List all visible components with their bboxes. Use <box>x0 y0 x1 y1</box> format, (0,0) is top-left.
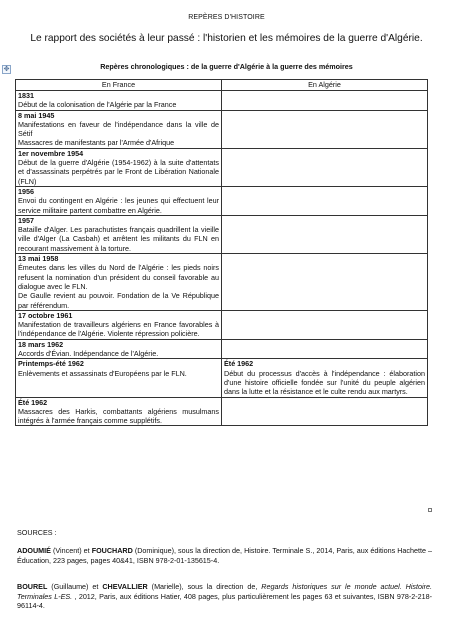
sources-heading: SOURCES : <box>17 528 57 537</box>
table-row <box>16 110 428 148</box>
cell-france <box>16 148 222 186</box>
source-text: (Dominique), sous la direction de, Histoire. Terminale S., 2014, Paris, aux éditions Hachette – Éducation, 223 pages, pages 40&41, ISBN 978-2-01-135615-4. <box>17 546 432 565</box>
cell-france <box>16 186 222 215</box>
event-description: Début du processus d'accès à l'indépendance : élaboration d'une histoire officielle fondée sur l'unité du peuple algérien dans la lutte et la résistance et le culte rendu aux martyrs. <box>224 368 425 397</box>
event-date: 1957 <box>18 215 34 225</box>
source-author: ADOUMIÉ <box>17 546 51 555</box>
cell-algerie <box>222 359 428 397</box>
cell-france <box>16 215 222 253</box>
event-description: De Gaulle revient au pouvoir. Fondation de la Ve République par référendum. <box>18 291 219 310</box>
event-description: Début de la guerre d'Algérie (1954-1962) à la suite d'attentats et d'assassinats perpétrés par le Front de Libération Nationale (FLN) <box>18 158 219 186</box>
source-item <box>17 546 432 565</box>
event-date: 8 mai 1945 <box>18 110 55 120</box>
chronology-body <box>16 91 428 426</box>
source-text: (Guillaume) et <box>47 582 103 591</box>
source-text: (Marielle), sous la direction de, <box>147 582 262 591</box>
event-description: Bataille d'Alger. Les parachutistes français quadrillent la vieille ville d'Alger (La Casbah) et arrêtent les militants du FLN en recourant massivement à la torture. <box>18 225 219 253</box>
table-title: Repères chronologiques : de la guerre d'Algérie à la guerre des mémoires <box>100 62 353 71</box>
column-header-france: En France <box>16 80 222 91</box>
table-row <box>16 148 428 186</box>
source-item <box>17 582 432 611</box>
event-description: Émeutes dans les villes du Nord de l'Algérie : les pieds noirs refusent la nomination d'un président du conseil favorable au dialogue avec le FLN. <box>18 263 219 291</box>
table-row <box>16 91 428 111</box>
document-title: Le rapport des sociétés à leur passé : l'historien et les mémoires de la guerre d'Algérie. <box>30 33 423 44</box>
cell-france <box>16 110 222 148</box>
event-date: Été 1962 <box>224 359 254 369</box>
cell-algerie <box>222 110 428 148</box>
event-date: 18 mars 1962 <box>18 339 64 349</box>
source-author: CHEVALLIER <box>102 582 148 591</box>
table-row <box>16 397 428 426</box>
event-date: 13 mai 1958 <box>18 254 59 264</box>
source-text: (Vincent) et <box>50 546 92 555</box>
event-description: Massacres de manifestants par l'Armée d'Afrique <box>18 138 175 148</box>
table-row <box>16 254 428 311</box>
event-description: Enlèvements et assassinats d'Européens par le FLN. <box>18 368 187 378</box>
cell-france <box>16 254 222 311</box>
source-title: Regards historiques sur le monde actuel. Histoire. Terminales L-ES. <box>17 582 432 601</box>
chronology-table <box>15 79 428 426</box>
event-date: 17 octobre 1961 <box>18 310 73 320</box>
table-row <box>16 215 428 253</box>
cell-algerie <box>222 339 428 359</box>
event-description: Début de la colonisation de l'Algérie par la France <box>18 100 177 110</box>
event-date: 1831 <box>18 91 34 100</box>
cell-france <box>16 91 222 111</box>
event-date: 1er novembre 1954 <box>18 148 84 158</box>
table-row <box>16 310 428 339</box>
cell-algerie <box>222 215 428 253</box>
event-description: Massacres des Harkis, combattants algériens musulmans intégrés à l'armée français comme supplétifs. <box>18 406 219 426</box>
cell-algerie <box>222 254 428 311</box>
cell-algerie <box>222 310 428 339</box>
document-label: REPÈRES D'HISTOIRE <box>188 14 265 21</box>
event-date: 1956 <box>18 186 34 196</box>
cell-france <box>16 339 222 359</box>
table-row <box>16 186 428 215</box>
cell-france <box>16 359 222 397</box>
event-description: Envoi du contingent en Algérie : les jeunes qui effectuent leur service militaire partent combattre en Algérie. <box>18 196 219 215</box>
event-description: Accords d'Évian. Indépendance de l'Algérie. <box>18 349 159 359</box>
cell-algerie <box>222 148 428 186</box>
cell-france <box>16 310 222 339</box>
table-header-row <box>16 80 428 91</box>
event-date: Printemps-été 1962 <box>18 359 84 369</box>
table-row <box>16 359 428 397</box>
source-author: BOUREL <box>17 582 48 591</box>
cell-algerie <box>222 91 428 111</box>
source-text: , 2012, Paris, aux éditions Hatier, 408 pages, plus particulièrement les pages 63 et suivantes, ISBN 978-2-218-96114-4. <box>17 591 432 611</box>
table-row <box>16 339 428 359</box>
cell-france <box>16 397 222 426</box>
event-description: Manifestations en faveur de l'indépendance dans la ville de Sétif <box>18 119 219 139</box>
table-move-handle-icon[interactable]: ✥ <box>3 66 10 73</box>
cell-algerie <box>222 397 428 426</box>
event-date: Été 1962 <box>18 397 48 407</box>
event-description: Manifestation de travailleurs algériens en France favorables à l'indépendance de l'Algérie. Violente répression policière. <box>18 320 219 339</box>
table-resize-handle[interactable] <box>428 508 432 512</box>
column-header-algerie: En Algérie <box>222 80 428 91</box>
source-author: FOUCHARD <box>91 546 133 555</box>
cell-algerie <box>222 186 428 215</box>
